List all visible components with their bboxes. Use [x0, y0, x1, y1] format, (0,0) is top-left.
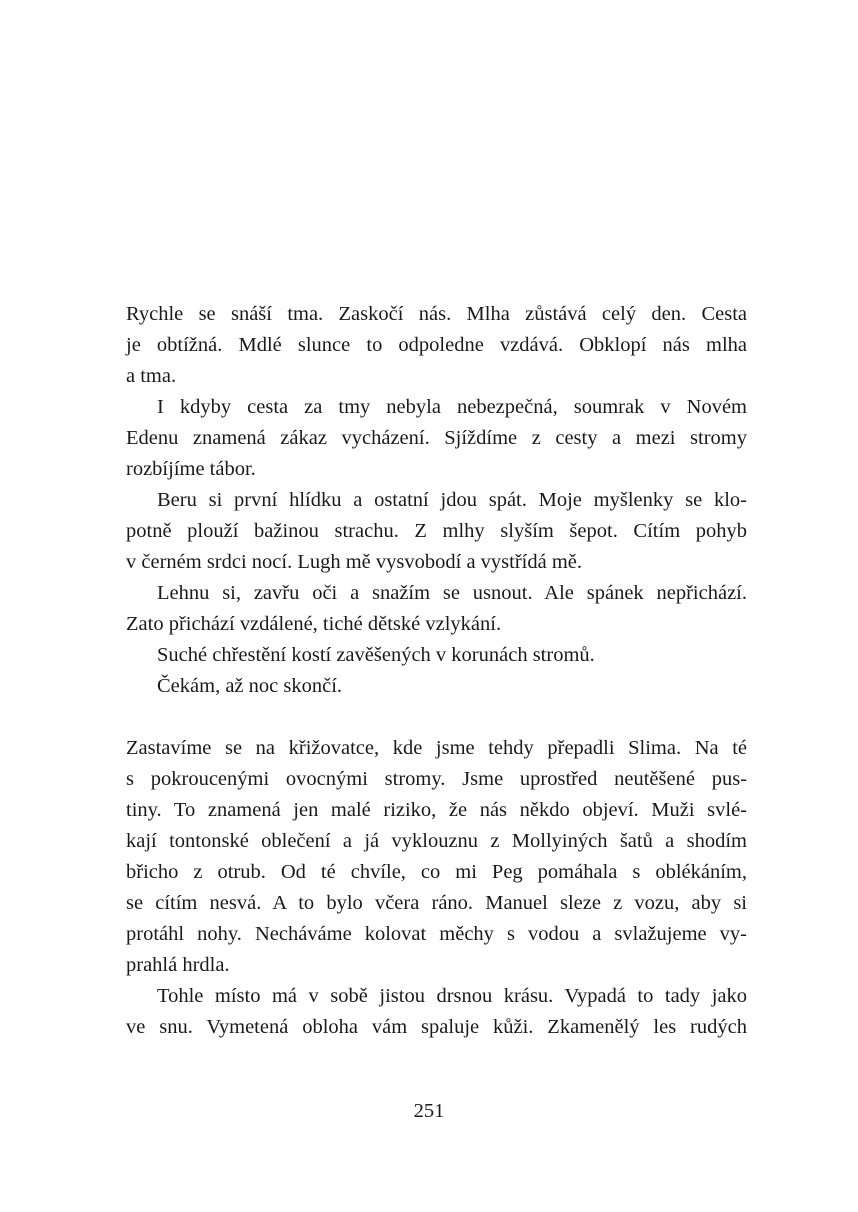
- book-page-body: [126, 299, 747, 1043]
- text-line: s pokroucenými ovocnými stromy. Jsme uprostřed neutěšené pus-: [126, 768, 747, 790]
- text-line: Beru si první hlídku a ostatní jdou spát. Moje myšlenky se klo-: [157, 489, 747, 511]
- text-line: I kdyby cesta za tmy nebyla nebezpečná, soumrak v Novém: [157, 396, 747, 418]
- text-line: Zato přichází vzdálené, tiché dětské vzlykání.: [126, 613, 502, 635]
- text-line: Lehnu si, zavřu oči a snažím se usnout. Ale spánek nepřichází.: [157, 582, 747, 604]
- text-line: Rychle se snáší tma. Zaskočí nás. Mlha zůstává celý den. Cesta: [126, 303, 747, 325]
- text-line: v černém srdci nocí. Lugh mě vysvobodí a vystřídá mě.: [126, 551, 583, 573]
- text-line: rozbíjíme tábor.: [126, 458, 256, 480]
- text-line: Edenu znamená zákaz vycházení. Sjíždíme z cesty a mezi stromy: [126, 427, 747, 449]
- text-line: Suché chřestění kostí zavěšených v korunách stromů.: [157, 644, 595, 666]
- text-line: protáhl nohy. Necháváme kolovat měchy s vodou a svlažujeme vy-: [126, 923, 747, 945]
- text-line: je obtížná. Mdlé slunce to odpoledne vzdává. Obklopí nás mlha: [126, 334, 747, 356]
- text-line: Tohle místo má v sobě jistou drsnou krásu. Vypadá to tady jako: [157, 985, 747, 1007]
- text-line: tiny. To znamená jen malé riziko, že nás někdo objeví. Muži svlé-: [126, 799, 747, 821]
- text-line: břicho z otrub. Od té chvíle, co mi Peg pomáhala s oblékáním,: [126, 861, 747, 883]
- text-line: ve snu. Vymetená obloha vám spaluje kůži. Zkamenělý les rudých: [126, 1016, 747, 1038]
- text-line: potně plouží bažinou strachu. Z mlhy slyším šepot. Cítím pohyb: [126, 520, 747, 542]
- text-line: a tma.: [126, 365, 177, 387]
- text-section-crossroads: [126, 733, 747, 1043]
- text-line: Čekám, až noc skončí.: [157, 675, 343, 697]
- text-line: kají tontonské oblečení a já vyklouznu z Mollyiných šatů a shodím: [126, 830, 747, 852]
- text-line: prahlá hrdla.: [126, 954, 230, 976]
- text-line: se cítím nesvá. A to bylo včera ráno. Manuel sleze z vozu, aby si: [126, 892, 747, 914]
- page-number: 251: [413, 1100, 445, 1122]
- text-line: Zastavíme se na křižovatce, kde jsme tehdy přepadli Slima. Na té: [126, 737, 747, 759]
- text-section-night: [126, 299, 747, 702]
